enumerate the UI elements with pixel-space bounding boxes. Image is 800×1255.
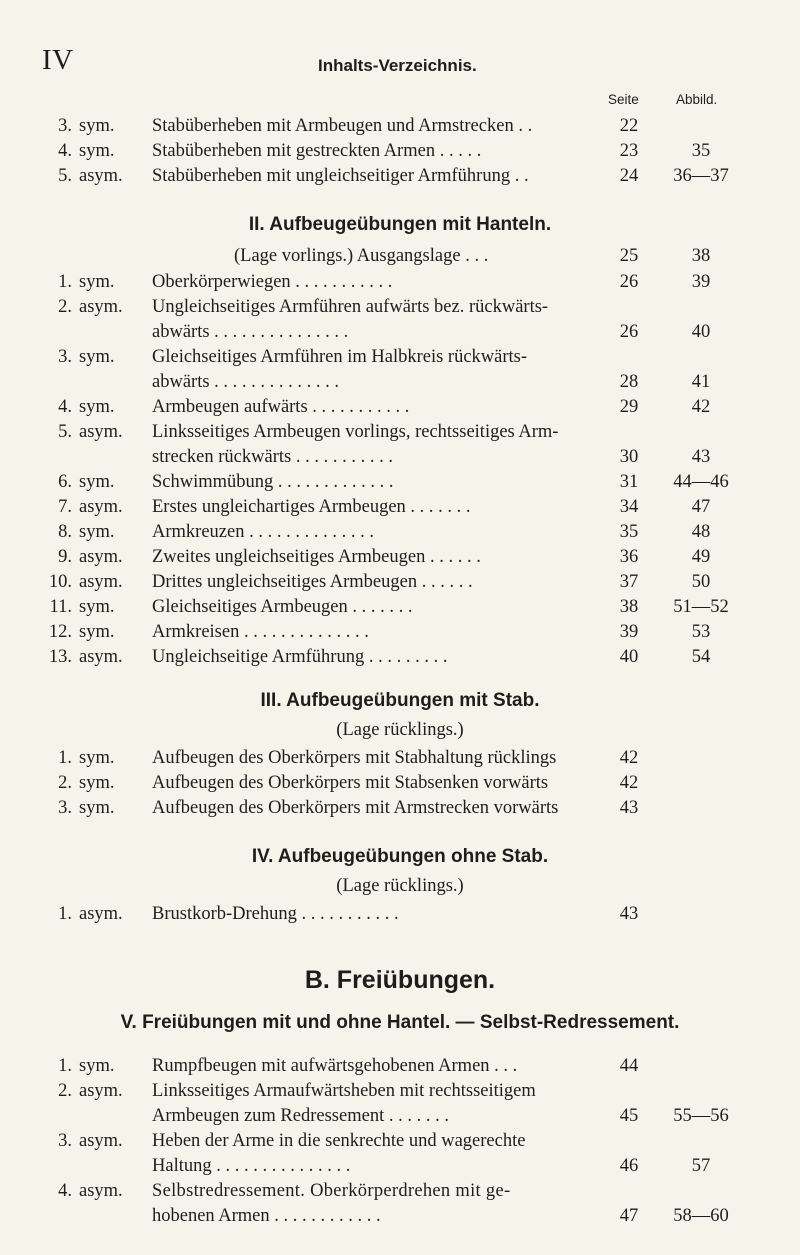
entry-type: asym.: [79, 904, 123, 924]
entry-figures: 36—37: [673, 166, 729, 186]
entry-title: Stabüberheben mit ungleichseitiger Armführung . .: [152, 166, 529, 186]
toc-entry: [0, 297, 800, 323]
toc-entry-continuation: [0, 1106, 800, 1132]
entry-page: 42: [619, 748, 639, 768]
entry-page: 39: [619, 622, 639, 642]
toc-entry-continuation: [0, 1156, 800, 1182]
entry-type: asym.: [79, 422, 123, 442]
toc-entry: [0, 1181, 800, 1207]
toc-entry: [0, 547, 800, 573]
entry-title: Schwimmübung . . . . . . . . . . . . .: [152, 472, 394, 492]
entry-title: Heben der Arme in die senkrechte und wagerechte: [152, 1131, 526, 1151]
running-head: [42, 44, 742, 80]
entry-type: asym.: [79, 572, 123, 592]
entry-number: 11.: [49, 597, 72, 617]
entry-page: 29: [619, 397, 639, 417]
entry-title: Ungleichseitiges Armführen aufwärts bez. rückwärts-: [152, 297, 549, 317]
subheading-page: 25: [619, 246, 639, 266]
section-heading: II. Aufbeugeübungen mit Hanteln.: [248, 214, 552, 235]
entry-title-line2: Haltung . . . . . . . . . . . . . . .: [152, 1156, 351, 1176]
toc-entry: [0, 272, 800, 298]
section-heading: V. Freiübungen mit und ohne Hantel. — Selbst-Redressement.: [120, 1012, 680, 1033]
entry-type: sym.: [79, 748, 115, 768]
entry-figures: 43: [691, 447, 711, 467]
entry-type: asym.: [79, 1181, 123, 1201]
entry-title: Armkreisen . . . . . . . . . . . . . .: [152, 622, 369, 642]
entry-type: sym.: [79, 622, 115, 642]
entry-number: 4.: [58, 397, 72, 417]
toc-entry: [0, 1081, 800, 1107]
toc-entry: [0, 798, 800, 824]
entry-number: 3.: [58, 116, 72, 136]
entry-type: sym.: [79, 272, 115, 292]
entry-title: Armbeugen aufwärts . . . . . . . . . . .: [152, 397, 410, 417]
entry-number: 1.: [58, 904, 72, 924]
toc-entry: [0, 597, 800, 623]
entry-number: 3.: [58, 1131, 72, 1151]
entry-type: asym.: [79, 1081, 123, 1101]
toc-entry: [0, 647, 800, 673]
section-heading: III. Aufbeugeübungen mit Stab.: [260, 690, 540, 711]
toc-entry: [0, 141, 800, 167]
entry-title-line2: Armbeugen zum Redressement . . . . . . .: [152, 1106, 449, 1126]
toc-entry: [0, 347, 800, 373]
toc-entry: [0, 497, 800, 523]
entry-page: 37: [619, 572, 639, 592]
entry-page: 44: [619, 1056, 639, 1076]
entry-type: asym.: [79, 166, 123, 186]
toc-entry: [0, 1131, 800, 1157]
entry-title: Ungleichseitige Armführung . . . . . . . . .: [152, 647, 448, 667]
column-header-seite: Seite: [608, 92, 639, 107]
entry-page: 36: [619, 547, 639, 567]
entry-figures: 44—46: [673, 472, 729, 492]
entry-number: 10.: [48, 572, 72, 592]
entry-title-line2: abwärts . . . . . . . . . . . . . . .: [152, 322, 349, 342]
entry-number: 6.: [58, 472, 72, 492]
toc-entry: [0, 116, 800, 142]
toc-entry: [0, 904, 800, 930]
entry-page: 23: [619, 141, 639, 161]
entry-figures: 42: [691, 397, 711, 417]
toc-entry: [0, 1056, 800, 1082]
entry-title: Armkreuzen . . . . . . . . . . . . . .: [152, 522, 374, 542]
entry-figures: 39: [691, 272, 711, 292]
entry-number: 9.: [58, 547, 72, 567]
entry-figures: 48: [691, 522, 711, 542]
toc-entry-continuation: [0, 447, 800, 473]
toc-entry: [0, 472, 800, 498]
toc-entry: [0, 572, 800, 598]
entry-figures: 35: [691, 141, 711, 161]
toc-entry-continuation: [0, 1206, 800, 1232]
toc-entry: [0, 773, 800, 799]
entry-number: 8.: [58, 522, 72, 542]
section-subheading: (Lage rücklings.): [336, 876, 464, 896]
page-folio: IV: [42, 44, 74, 76]
entry-number: 1.: [58, 748, 72, 768]
entry-figures: 47: [691, 497, 711, 517]
entry-type: sym.: [79, 798, 115, 818]
entry-number: 3.: [58, 347, 72, 367]
toc-entry: [0, 522, 800, 548]
section-heading: IV. Aufbeugeübungen ohne Stab.: [251, 846, 549, 867]
entry-figures: 40: [691, 322, 711, 342]
entry-number: 1.: [58, 272, 72, 292]
toc-entry: [0, 166, 800, 192]
entry-type: asym.: [79, 297, 123, 317]
entry-page: 43: [619, 798, 639, 818]
entry-title: Brustkorb-Drehung . . . . . . . . . . .: [152, 904, 399, 924]
entry-type: sym.: [79, 116, 115, 136]
entry-page: 42: [619, 773, 639, 793]
toc-entry-continuation: [0, 322, 800, 348]
section-subheading: [0, 246, 800, 272]
entry-page: 35: [619, 522, 639, 542]
entry-number: 7.: [58, 497, 72, 517]
entry-number: 5.: [58, 422, 72, 442]
toc-entry: [0, 748, 800, 774]
entry-number: 4.: [58, 1181, 72, 1201]
entry-page: 22: [619, 116, 639, 136]
entry-page: 47: [619, 1206, 639, 1226]
part-title: B. Freiübungen.: [304, 966, 496, 994]
entry-figures: 53: [691, 622, 711, 642]
entry-title: Aufbeugen des Oberkörpers mit Stabsenken vorwärts: [152, 773, 549, 793]
entry-title-line2: strecken rückwärts . . . . . . . . . . .: [152, 447, 393, 467]
entry-page: 24: [619, 166, 639, 186]
entry-page: 30: [619, 447, 639, 467]
entry-figures: 54: [691, 647, 711, 667]
toc-entry: [0, 397, 800, 423]
entry-number: 1.: [58, 1056, 72, 1076]
toc-entry: [0, 622, 800, 648]
entry-title: Oberkörperwiegen . . . . . . . . . . .: [152, 272, 393, 292]
entry-page: 28: [619, 372, 639, 392]
entry-title: Linksseitiges Armbeugen vorlings, rechtsseitiges Arm-: [152, 422, 559, 442]
entry-title: Stabüberheben mit Armbeugen und Armstrecken . .: [152, 116, 533, 136]
column-header-abbild: Abbild.: [676, 92, 718, 107]
entry-title: Gleichseitiges Armbeugen . . . . . . .: [152, 597, 413, 617]
entry-figures: 41: [691, 372, 711, 392]
entry-page: 26: [619, 272, 639, 292]
entry-number: 2.: [58, 297, 72, 317]
entry-page: 34: [619, 497, 639, 517]
entry-title: Drittes ungleichseitiges Armbeugen . . . . . .: [152, 572, 473, 592]
entry-type: sym.: [79, 1056, 115, 1076]
entry-type: sym.: [79, 597, 115, 617]
entry-title-line2: abwärts . . . . . . . . . . . . . .: [152, 372, 340, 392]
entry-number: 13.: [48, 647, 72, 667]
entry-title: Selbstredressement. Oberkörperdrehen mit ge-: [152, 1181, 511, 1201]
entry-title: Linksseitiges Armaufwärtsheben mit rechtsseitigem: [152, 1081, 536, 1101]
toc-entry: [0, 422, 800, 448]
entry-title: Erstes ungleichartiges Armbeugen . . . . . . .: [152, 497, 471, 517]
section-subheading: (Lage rücklings.): [336, 720, 464, 740]
entry-title: Zweites ungleichseitiges Armbeugen . . . . . .: [152, 547, 481, 567]
entry-type: asym.: [79, 1131, 123, 1151]
entry-type: sym.: [79, 397, 115, 417]
entry-title: Aufbeugen des Oberkörpers mit Stabhaltung rücklings: [152, 748, 557, 768]
entry-page: 38: [619, 597, 639, 617]
entry-type: sym.: [79, 141, 115, 161]
entry-page: 43: [619, 904, 639, 924]
entry-page: 40: [619, 647, 639, 667]
entry-page: 31: [619, 472, 639, 492]
entry-number: 4.: [58, 141, 72, 161]
entry-figures: 49: [691, 547, 711, 567]
entry-page: 26: [619, 322, 639, 342]
entry-title: Rumpfbeugen mit aufwärtsgehobenen Armen . . .: [152, 1056, 518, 1076]
entry-number: 3.: [58, 798, 72, 818]
entry-page: 45: [619, 1106, 639, 1126]
entry-page: 46: [619, 1156, 639, 1176]
entry-title-line2: hobenen Armen . . . . . . . . . . . .: [152, 1206, 381, 1226]
entry-figures: 58—60: [673, 1206, 729, 1226]
entry-number: 2.: [58, 1081, 72, 1101]
entry-figures: 55—56: [673, 1106, 729, 1126]
entry-type: asym.: [79, 647, 123, 667]
entry-type: sym.: [79, 773, 115, 793]
entry-figures: 51—52: [673, 597, 729, 617]
entry-figures: 57: [691, 1156, 711, 1176]
entry-title: Stabüberheben mit gestreckten Armen . . . . .: [152, 141, 482, 161]
entry-type: sym.: [79, 472, 115, 492]
entry-type: asym.: [79, 497, 123, 517]
subheading-text: (Lage vorlings.) Ausgangslage . . .: [234, 246, 489, 266]
entry-number: 2.: [58, 773, 72, 793]
entry-title: Gleichseitiges Armführen im Halbkreis rückwärts-: [152, 347, 528, 367]
entry-number: 12.: [48, 622, 72, 642]
entry-type: asym.: [79, 547, 123, 567]
entry-figures: 50: [691, 572, 711, 592]
entry-type: sym.: [79, 522, 115, 542]
toc-entry-continuation: [0, 372, 800, 398]
entry-title: Aufbeugen des Oberkörpers mit Armstrecken vorwärts: [152, 798, 559, 818]
entry-type: sym.: [79, 347, 115, 367]
running-title: Inhalts-Verzeichnis.: [318, 56, 477, 75]
entry-number: 5.: [58, 166, 72, 186]
subheading-figures: 38: [691, 246, 711, 266]
